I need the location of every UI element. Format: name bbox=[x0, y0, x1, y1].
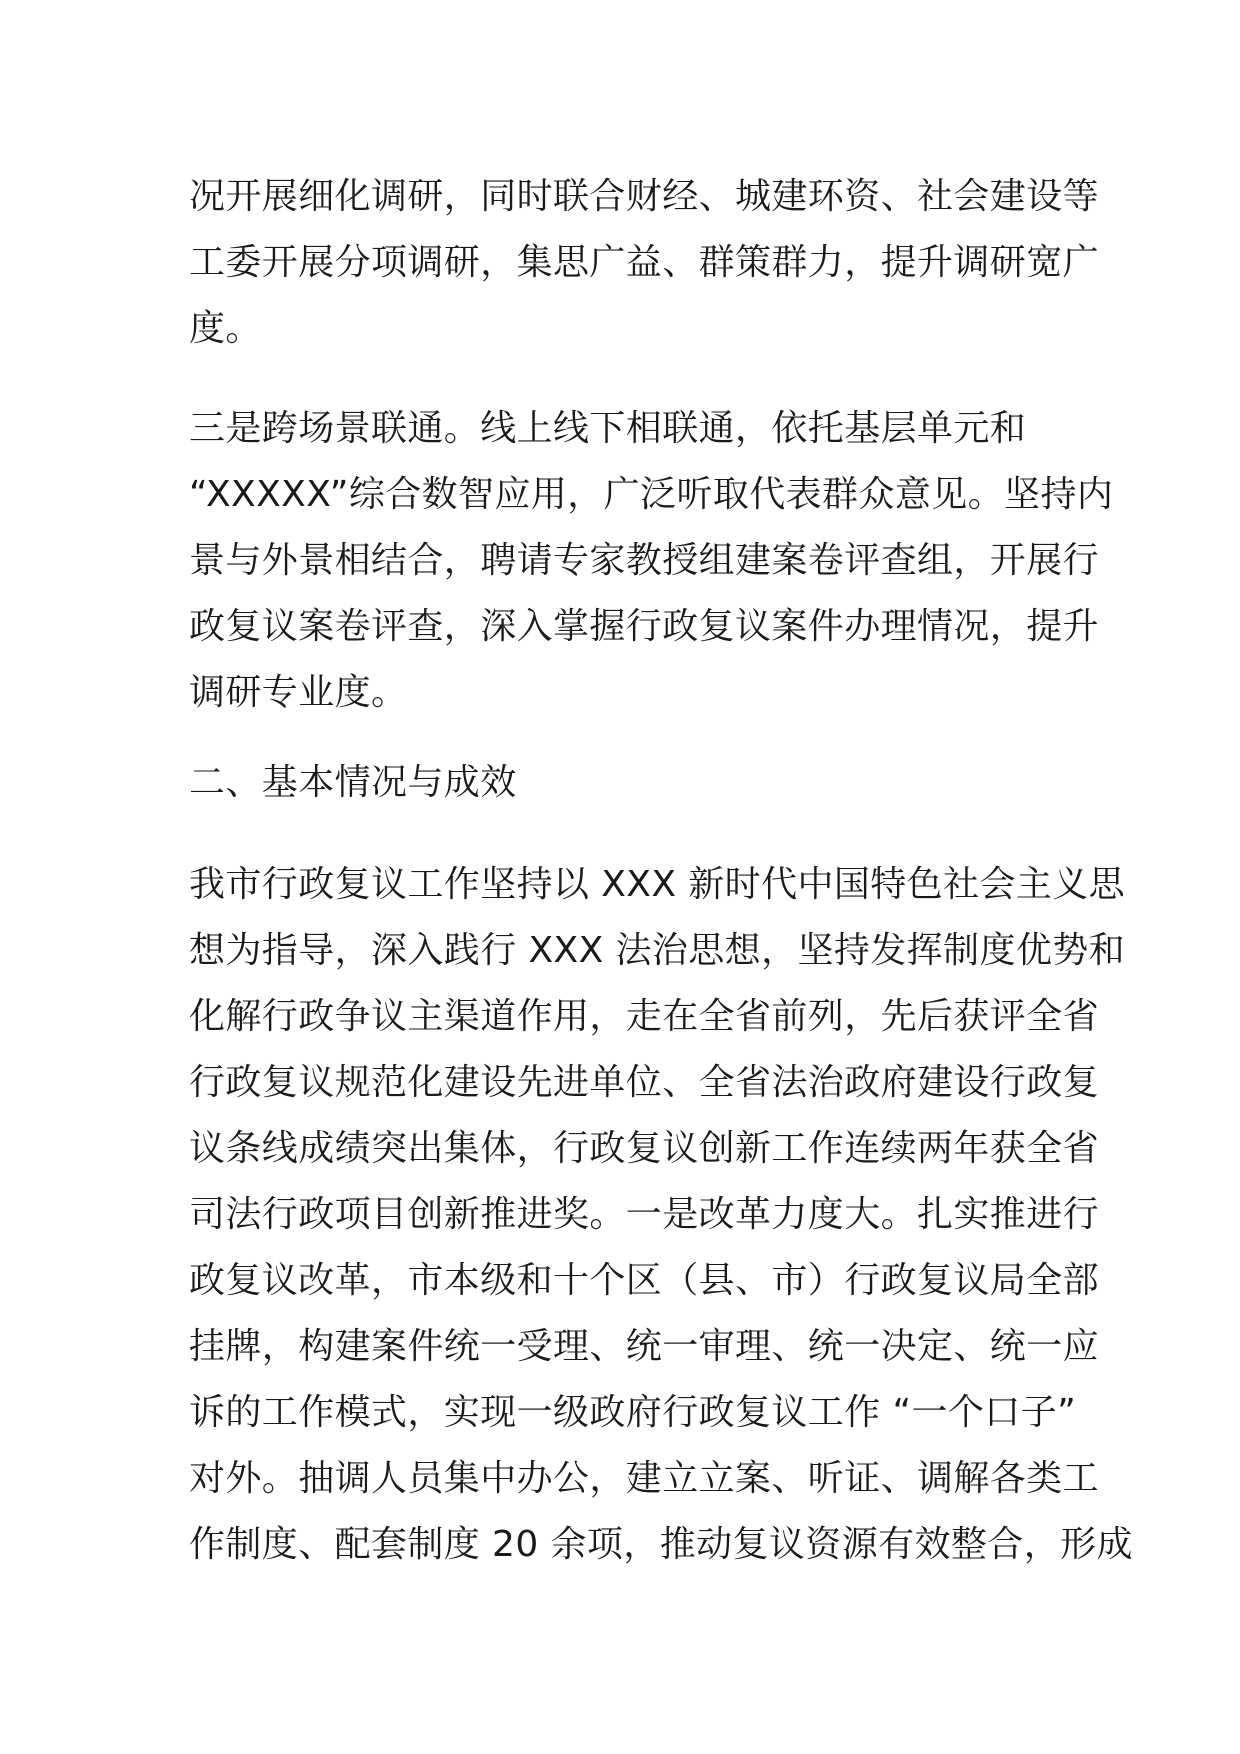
paragraph-line: 况开展细化调研，同时联合财经、城建环资、社会建设等 bbox=[189, 176, 1100, 217]
section-heading bbox=[189, 750, 1049, 816]
paragraph-line: 景与外景相结合，聘请专家教授组建案卷评查组，开展行 bbox=[189, 540, 1100, 581]
paragraph-line: 政复议改革，市本级和十个区（县、市）行政复议局全部 bbox=[189, 1260, 1100, 1301]
paragraph-line: 政复议案卷评查，深入掌握行政复议案件办理情况，提升 bbox=[189, 606, 1100, 647]
paragraph-line: 化解行政争议主渠道作用，走在全省前列，先后获评全省 bbox=[189, 996, 1100, 1037]
paragraph-line: 作制度、配套制度 20 余项，推动复议资源有效整合，形成 bbox=[189, 1524, 1133, 1565]
paragraph-1 bbox=[189, 164, 1100, 362]
paragraph-line: 对外。抽调人员集中办公，建立立案、听证、调解各类工 bbox=[189, 1458, 1100, 1499]
paragraph-line: 我市行政复议工作坚持以 XXX 新时代中国特色社会主义思 bbox=[189, 864, 1126, 905]
paragraph-line: 挂牌，构建案件统一受理、统一审理、统一决定、统一应 bbox=[189, 1326, 1100, 1367]
paragraph-line: “XXXXX”综合数智应用，广泛听取代表群众意见。坚持内 bbox=[189, 474, 1114, 515]
paragraph-line: 三是跨场景联通。线上线下相联通，依托基层单元和 bbox=[189, 408, 1027, 449]
paragraph-line: 行政复议规范化建设先进单位、全省法治政府建设行政复 bbox=[189, 1062, 1100, 1103]
paragraph-line: 议条线成绩突出集体，行政复议创新工作连续两年获全省 bbox=[189, 1128, 1100, 1169]
paragraph-line: 工委开展分项调研，集思广益、群策群力，提升调研宽广 bbox=[189, 242, 1100, 283]
paragraph-line: 调研专业度。 bbox=[189, 672, 408, 713]
paragraph-line: 司法行政项目创新推进奖。一是改革力度大。扎实推进行 bbox=[189, 1194, 1100, 1235]
paragraph-3 bbox=[189, 852, 1133, 1578]
section-heading-text: 二、基本情况与成效 bbox=[189, 762, 517, 803]
paragraph-2 bbox=[189, 396, 1114, 726]
paragraph-line: 度。 bbox=[189, 308, 262, 349]
paragraph-line: 想为指导，深入践行 XXX 法治思想，坚持发挥制度优势和 bbox=[189, 930, 1126, 971]
paragraph-line: 诉的工作模式，实现一级政府行政复议工作 “一个口子” bbox=[189, 1392, 1077, 1433]
